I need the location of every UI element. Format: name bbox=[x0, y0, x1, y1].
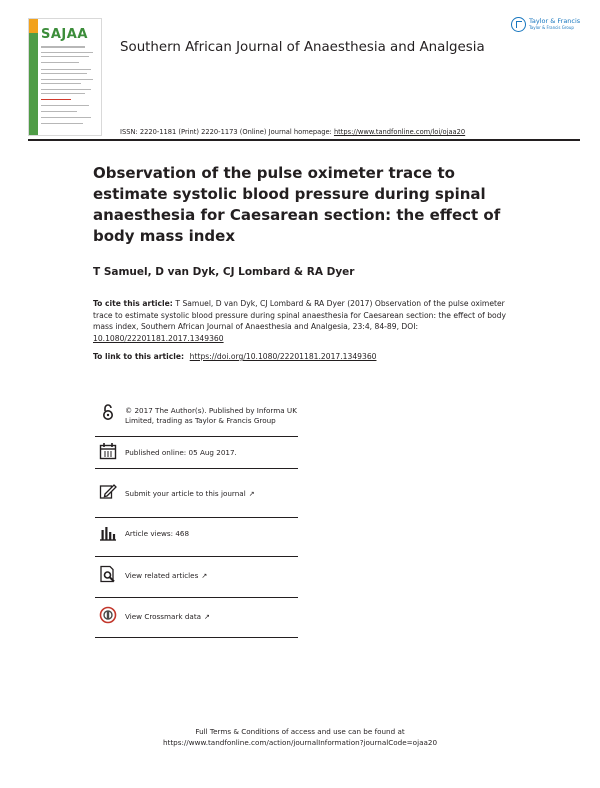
search-document-icon bbox=[99, 565, 117, 583]
citation-block: To cite this article: T Samuel, D van Dyk, CJ Lombard & RA Dyer (2017) Observation of the pulse oximeter trace to estimate systolic blood pressure during spinal anaesthesia for Caesarean section: the effect of body mass index, Southern African Journal of Anaesthesia and Analgesia, 23:4, 84-89, DOI: 10.1080/22201181.2017.1349360 bbox=[93, 299, 506, 343]
calendar-icon bbox=[99, 442, 117, 460]
edit-icon bbox=[99, 482, 117, 500]
external-link-icon: ↗ bbox=[248, 490, 255, 498]
submit-article-row[interactable] bbox=[95, 476, 298, 512]
issn-line: ISSN: 2220-1181 (Print) 2220-1173 (Online) Journal homepage: https://www.tandfonline.com/loi/ojaa20 bbox=[120, 128, 466, 136]
related-articles-row[interactable] bbox=[95, 560, 298, 596]
journal-homepage-link[interactable]: https://www.tandfonline.com/loi/ojaa20 bbox=[333, 128, 466, 136]
related-articles-link[interactable]: View related articles ↗ bbox=[125, 571, 208, 580]
article-views-row: Article views: 468 bbox=[95, 520, 298, 556]
cover-logo: SAJAA bbox=[41, 27, 88, 42]
journal-cover-thumbnail[interactable] bbox=[28, 18, 102, 136]
crossmark-row[interactable] bbox=[95, 601, 298, 637]
terms-footer-link[interactable]: https://www.tandfonline.com/action/journalInformation?journalCode=ojaa20 bbox=[162, 738, 438, 747]
open-access-icon bbox=[99, 403, 117, 421]
taylor-francis-logo[interactable]: Taylor & Francis Taylor & Francis Group bbox=[511, 17, 587, 35]
journal-title[interactable]: Southern African Journal of Anaesthesia and Analgesia bbox=[120, 40, 485, 55]
cover-spine-accent bbox=[29, 19, 38, 33]
submit-article-link[interactable]: Submit your article to this journal ↗ bbox=[125, 489, 255, 498]
crossmark-link[interactable]: View Crossmark data ↗ bbox=[125, 612, 210, 621]
cover-spine bbox=[29, 19, 38, 135]
header-divider bbox=[28, 139, 580, 141]
license-row: © 2017 The Author(s). Published by Informa UK Limited, trading as Taylor & Francis Group bbox=[95, 402, 298, 436]
external-link-icon: ↗ bbox=[204, 613, 210, 621]
article-doi-url[interactable]: https://doi.org/10.1080/22201181.2017.1349360 bbox=[189, 352, 377, 361]
external-link-icon: ↗ bbox=[201, 572, 208, 580]
crossmark-icon bbox=[99, 606, 117, 624]
article-link-line: To link to this article: https://doi.org/10.1080/22201181.2017.1349360 bbox=[93, 352, 377, 361]
taylor-francis-mark-icon bbox=[511, 17, 526, 32]
article-authors: T Samuel, D van Dyk, CJ Lombard & RA Dyer bbox=[93, 266, 355, 278]
published-row: Published online: 05 Aug 2017. bbox=[95, 440, 298, 468]
doi-link[interactable]: 10.1080/22201181.2017.1349360 bbox=[93, 333, 224, 343]
bar-chart-icon bbox=[99, 524, 117, 542]
article-title: Observation of the pulse oximeter trace to estimate systolic blood pressure during spinal anaesthesia for Caesarean section: the effect of body mass index bbox=[93, 164, 501, 245]
terms-footer-text: Full Terms & Conditions of access and use can be found at bbox=[195, 727, 405, 736]
